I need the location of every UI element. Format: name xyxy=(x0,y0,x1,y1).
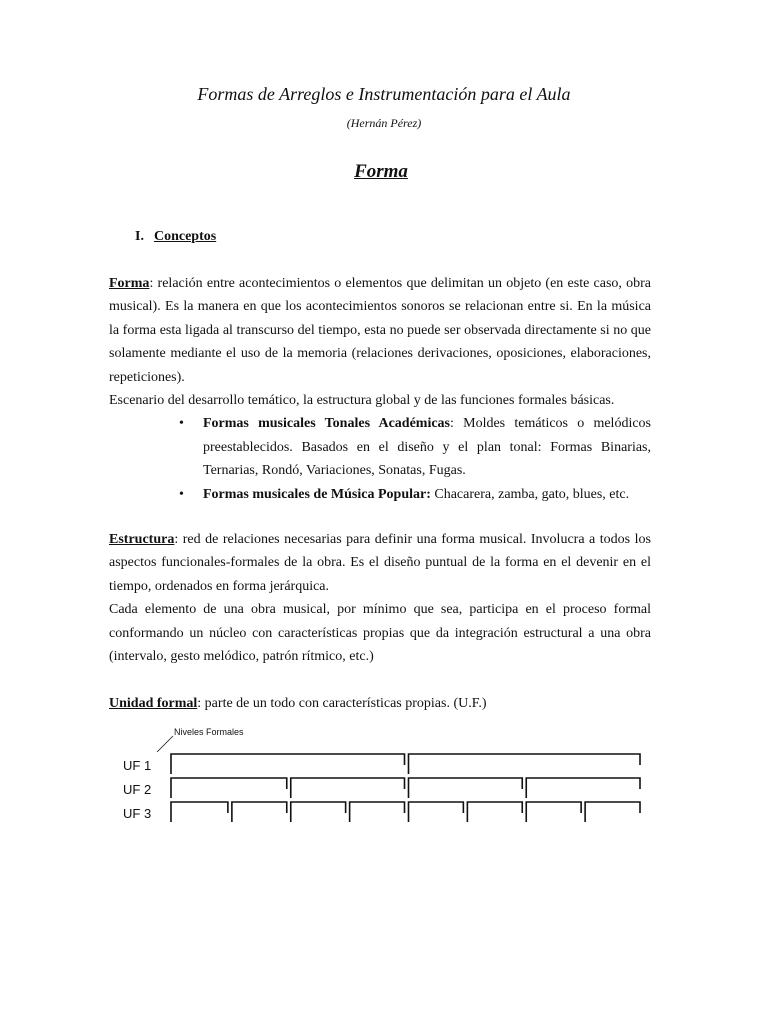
section-title: Conceptos xyxy=(153,229,217,244)
level-label: UF 1 xyxy=(123,758,152,773)
bullet-icon: • xyxy=(179,486,184,502)
segment-bracket xyxy=(171,754,405,774)
formal-levels-svg xyxy=(105,718,651,828)
section-number: I. xyxy=(135,229,144,244)
segment-bracket xyxy=(350,802,405,822)
annotation-pointer xyxy=(157,736,173,752)
estructura-term: Estructura xyxy=(109,532,175,547)
segment-bracket xyxy=(291,778,405,798)
section-heading xyxy=(135,229,216,245)
level-label: UF 3 xyxy=(123,806,152,821)
segment-bracket xyxy=(232,802,287,822)
level-label: UF 2 xyxy=(123,782,152,797)
forma-definition: : relación entre acontecimientos o elementos que delimitan un objeto (en este caso, obra musical). Es la manera en que los acontecimientos sonoros se relacionan entre si. En la música la forma esta ligada al transcurso del tiempo, esta no puede ser observada directamente si no que solamente mediante el uso de la memoria (relaciones derivaciones, oposiciones, elaboraciones, repeticiones). xyxy=(109,276,651,385)
list-item xyxy=(109,483,651,506)
unidad-paragraph xyxy=(109,692,651,715)
unidad-section xyxy=(109,692,651,715)
unidad-term: Unidad formal xyxy=(109,696,198,711)
forma-paragraph xyxy=(109,272,651,389)
document-title: Formas de Arreglos e Instrumentación para el Aula xyxy=(197,84,571,104)
segment-bracket xyxy=(409,754,641,774)
bullet-text: : Moldes temáticos o melódicos preestablecidos. Basados en el diseño y el plan tonal: Formas Binarias, Ternarias, Rondó, Variaciones, Sonatas, Fugas. xyxy=(203,416,651,479)
bullet-icon: • xyxy=(179,416,184,432)
segment-bracket xyxy=(171,802,228,822)
list-item xyxy=(109,412,651,482)
author-name: (Hernán Pérez) xyxy=(346,116,422,130)
forma-scenario: Escenario del desarrollo temático, la estructura global y de las funciones formales básicas. xyxy=(109,393,615,409)
segment-bracket xyxy=(171,778,287,798)
bullet-term: Formas musicales Tonales Académicas xyxy=(203,416,451,432)
segment-bracket xyxy=(467,802,522,822)
forma-term: Forma xyxy=(109,276,150,291)
bullet-term: Formas musicales de Música Popular: xyxy=(203,486,431,502)
forma-bullet-list xyxy=(109,412,651,506)
estructura-section xyxy=(109,528,651,668)
segment-bracket xyxy=(585,802,640,822)
unidad-definition: : parte de un todo con características propias. (U.F.) xyxy=(197,696,487,711)
page-heading: Forma xyxy=(354,161,408,182)
segment-brackets xyxy=(171,754,640,822)
segment-bracket xyxy=(291,802,346,822)
segment-bracket xyxy=(409,778,523,798)
estructura-paragraph-2: Cada elemento de una obra musical, por mínimo que sea, participa en el proceso formal conformando un núcleo con características propias que da integración estructural a una obra (intervalo, gesto melódico, patrón rítmico, etc.) xyxy=(109,602,651,665)
diagram-annotation: Niveles Formales xyxy=(174,727,244,737)
bullet-text: Chacarera, zamba, gato, blues, etc. xyxy=(430,486,630,502)
segment-bracket xyxy=(409,802,464,822)
estructura-paragraph xyxy=(109,528,651,598)
formal-levels-diagram xyxy=(105,718,651,828)
estructura-definition: : red de relaciones necesarias para definir una forma musical. Involucra a todos los aspectos funcionales-formales de la obra. Es el diseño puntual de la forma en el devenir en el tiempo, ordenados en forma jerárquica. xyxy=(109,532,651,594)
forma-section xyxy=(109,272,651,506)
segment-bracket xyxy=(526,778,640,798)
segment-bracket xyxy=(526,802,581,822)
